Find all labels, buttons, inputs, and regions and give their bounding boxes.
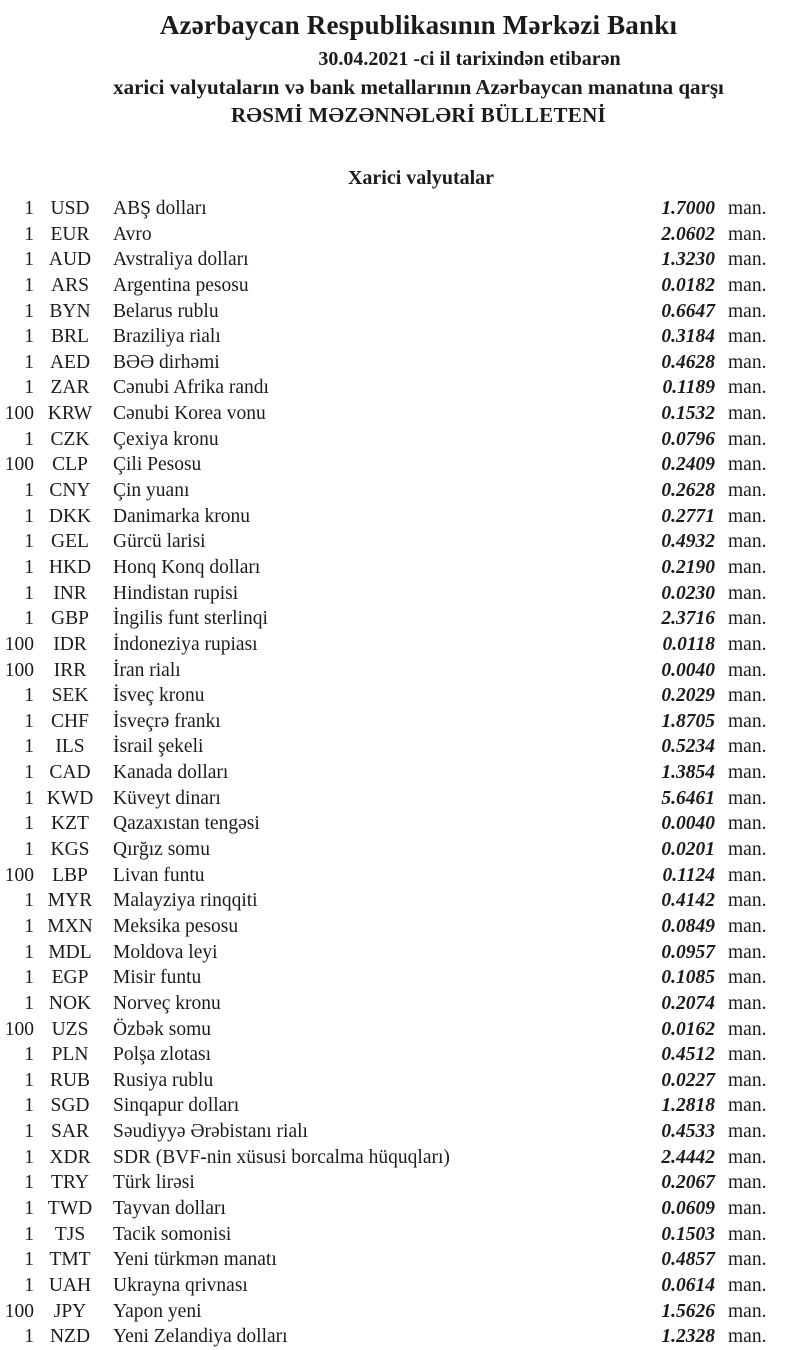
currency-unit: man. [728, 633, 767, 655]
currency-row-ars [0, 273, 800, 299]
currency-unit: man. [728, 941, 767, 963]
currency-unit: man. [728, 1197, 767, 1219]
currency-rate: 0.6647 [661, 300, 715, 322]
currency-code: AUD [48, 249, 92, 271]
currency-row-gel [0, 529, 800, 555]
currency-quantity: 1 [24, 326, 34, 348]
currency-name: Polşa zlotası [113, 1044, 212, 1066]
currency-rate: 0.2074 [661, 992, 715, 1014]
currency-row-aud [0, 247, 800, 273]
currency-unit: man. [728, 813, 767, 835]
currency-quantity: 1 [24, 274, 34, 296]
currency-quantity: 1 [24, 1069, 34, 1091]
currency-name: Yeni türkmən manatı [113, 1249, 277, 1271]
currency-code: UZS [51, 1018, 89, 1040]
currency-rate: 0.4533 [661, 1121, 715, 1143]
currency-rate: 0.2771 [661, 505, 715, 527]
currency-name: Avro [113, 223, 152, 245]
currency-unit: man. [728, 659, 767, 681]
currency-code: XDR [49, 1146, 91, 1168]
currency-code: BRL [51, 326, 89, 348]
currency-row-mxn [0, 914, 800, 940]
currency-name: Ukrayna qrivnası [113, 1274, 248, 1296]
currency-rate: 2.4442 [661, 1146, 715, 1168]
currency-unit: man. [728, 300, 767, 322]
currency-code: MXN [47, 915, 93, 937]
currency-row-nzd [0, 1324, 800, 1350]
currency-rate: 0.2409 [661, 454, 715, 476]
currency-row-czk [0, 427, 800, 453]
currency-unit: man. [728, 685, 767, 707]
currency-code: EUR [50, 223, 90, 245]
currency-quantity: 1 [24, 1121, 34, 1143]
currency-code: BYN [49, 300, 91, 322]
currency-name: Braziliya rialı [113, 326, 221, 348]
currency-unit: man. [728, 403, 767, 425]
currency-quantity: 1 [24, 736, 34, 758]
currency-quantity: 1 [24, 1146, 34, 1168]
currency-name: İran rialı [113, 659, 181, 681]
currency-code: CAD [49, 762, 91, 784]
currency-unit: man. [728, 1018, 767, 1040]
currency-code: KRW [47, 403, 93, 425]
currency-quantity: 1 [24, 351, 34, 373]
section-title-foreign-currencies: Xarici valyutalar [347, 167, 495, 189]
currency-quantity: 1 [24, 1326, 34, 1348]
currency-code: ILS [55, 736, 85, 758]
currency-row-inr [0, 581, 800, 607]
currency-quantity: 1 [24, 915, 34, 937]
currency-name: Cənubi Korea vonu [113, 403, 266, 425]
currency-code: SAR [51, 1121, 89, 1143]
currency-row-eur [0, 222, 800, 248]
currency-name: İngilis funt sterlinqi [113, 608, 268, 630]
currency-quantity: 1 [24, 941, 34, 963]
currency-code: ARS [51, 274, 89, 296]
currency-quantity: 100 [4, 403, 34, 425]
currency-name: ABŞ dolları [113, 198, 207, 219]
currency-unit: man. [728, 249, 767, 271]
currency-quantity: 100 [4, 1018, 34, 1040]
currency-quantity: 1 [24, 1274, 34, 1296]
currency-quantity: 1 [24, 582, 34, 604]
currency-rate: 0.0227 [661, 1069, 715, 1091]
currency-row-lbp [0, 863, 800, 889]
currency-quantity: 1 [24, 300, 34, 322]
currency-unit: man. [728, 915, 767, 937]
currency-name: Meksika pesosu [113, 915, 239, 937]
currency-row-hkd [0, 555, 800, 581]
currency-rate: 1.2818 [661, 1095, 715, 1117]
currency-rate: 0.0957 [661, 941, 715, 963]
currency-code: PLN [51, 1044, 89, 1066]
currency-code: NOK [48, 992, 92, 1014]
currency-unit: man. [728, 1274, 767, 1296]
currency-rates-table [0, 196, 800, 1350]
currency-quantity: 1 [24, 428, 34, 450]
bulletin-title: RƏSMİ MƏZƏNNƏLƏRİ BÜLLETENİ [230, 103, 607, 127]
currency-rate: 0.1532 [661, 403, 715, 425]
currency-code: SEK [51, 685, 89, 707]
currency-name: Tayvan dolları [113, 1197, 226, 1219]
currency-row-krw [0, 401, 800, 427]
currency-unit: man. [728, 198, 767, 219]
currency-unit: man. [728, 351, 767, 373]
currency-rate: 1.3230 [661, 249, 715, 271]
currency-unit: man. [728, 1249, 767, 1271]
currency-quantity: 1 [24, 377, 34, 399]
currency-row-zar [0, 375, 800, 401]
currency-quantity: 1 [24, 992, 34, 1014]
currency-row-byn [0, 299, 800, 325]
currency-unit: man. [728, 1223, 767, 1245]
currency-name: Misir funtu [113, 967, 202, 989]
currency-row-egp [0, 965, 800, 991]
currency-unit: man. [728, 223, 767, 245]
currency-row-xdr [0, 1145, 800, 1171]
currency-row-sgd [0, 1093, 800, 1119]
currency-row-irr [0, 658, 800, 684]
currency-name: Cənubi Afrika randı [113, 377, 269, 399]
currency-name: Kanada dolları [113, 762, 229, 784]
currency-code: HKD [48, 556, 92, 578]
currency-rate: 0.0040 [661, 659, 715, 681]
currency-rate: 0.0162 [661, 1018, 715, 1040]
currency-code: RUB [49, 1069, 91, 1091]
currency-code: TMT [49, 1249, 91, 1271]
currency-name: Livan funtu [113, 864, 205, 886]
currency-rate: 0.4628 [661, 351, 715, 373]
currency-quantity: 1 [24, 1095, 34, 1117]
currency-row-tmt [0, 1247, 800, 1273]
currency-quantity: 1 [24, 890, 34, 912]
currency-unit: man. [728, 377, 767, 399]
currency-name: İndoneziya rupiası [113, 633, 258, 655]
currency-quantity: 1 [24, 1172, 34, 1194]
currency-quantity: 1 [24, 198, 34, 219]
currency-name: Küveyt dinarı [113, 787, 221, 809]
currency-row-nok [0, 991, 800, 1017]
currency-code: ZAR [50, 377, 90, 399]
currency-unit: man. [728, 1300, 767, 1322]
currency-rate: 0.2029 [661, 685, 715, 707]
currency-quantity: 1 [24, 685, 34, 707]
currency-row-cad [0, 760, 800, 786]
currency-code: TJS [54, 1223, 86, 1245]
currency-code: TRY [51, 1172, 89, 1194]
currency-unit: man. [728, 762, 767, 784]
currency-name: Rusiya rublu [113, 1069, 214, 1091]
currency-rate: 1.2328 [661, 1326, 715, 1348]
currency-code: UAH [48, 1274, 92, 1296]
currency-rate: 0.1085 [661, 967, 715, 989]
currency-code: MYR [47, 890, 93, 912]
currency-row-mdl [0, 940, 800, 966]
currency-quantity: 1 [24, 249, 34, 271]
currency-rate: 0.0182 [661, 274, 715, 296]
currency-row-tjs [0, 1222, 800, 1248]
currency-name: Norveç kronu [113, 992, 221, 1014]
subject-line: xarici valyutaların və bank metallarının Azərbaycan manatına qarşı [113, 75, 724, 99]
currency-code: CHF [51, 710, 89, 732]
currency-rate: 0.4512 [661, 1044, 715, 1066]
currency-code: MDL [48, 941, 92, 963]
currency-unit: man. [728, 582, 767, 604]
currency-quantity: 100 [4, 864, 34, 886]
currency-row-cny [0, 478, 800, 504]
currency-rate: 0.2067 [661, 1172, 715, 1194]
currency-name: Özbək somu [113, 1018, 212, 1040]
currency-name: Yapon yeni [113, 1300, 202, 1322]
effective-date-line: 30.04.2021 -ci il tarixindən etibarən [318, 48, 621, 70]
currency-quantity: 100 [4, 633, 34, 655]
currency-rate: 0.0796 [661, 428, 715, 450]
currency-row-try [0, 1170, 800, 1196]
currency-quantity: 1 [24, 1223, 34, 1245]
currency-quantity: 1 [24, 505, 34, 527]
currency-row-dkk [0, 504, 800, 530]
currency-code: AED [49, 351, 91, 373]
currency-code: INR [53, 582, 87, 604]
currency-row-gbp [0, 606, 800, 632]
currency-code: SGD [50, 1095, 90, 1117]
currency-rate: 0.0040 [661, 813, 715, 835]
currency-name: Gürcü larisi [113, 531, 206, 553]
currency-code: USD [50, 198, 90, 219]
currency-rate: 0.2190 [661, 556, 715, 578]
currency-row-twd [0, 1196, 800, 1222]
currency-rate: 0.1503 [661, 1223, 715, 1245]
currency-name: Belarus rublu [113, 300, 219, 322]
currency-code: IRR [53, 659, 87, 681]
currency-quantity: 1 [24, 608, 34, 630]
currency-code: KGS [50, 839, 90, 861]
currency-rate: 0.1124 [662, 864, 715, 886]
currency-row-idr [0, 632, 800, 658]
currency-code: CZK [50, 428, 90, 450]
currency-quantity: 1 [24, 967, 34, 989]
currency-unit: man. [728, 531, 767, 553]
currency-rate: 1.8705 [661, 710, 715, 732]
currency-name: Malayziya rinqqiti [113, 890, 258, 912]
currency-rate: 2.3716 [661, 608, 715, 630]
currency-rate: 0.0230 [661, 582, 715, 604]
currency-rate: 0.0201 [661, 839, 715, 861]
currency-unit: man. [728, 787, 767, 809]
currency-row-sek [0, 683, 800, 709]
currency-unit: man. [728, 1121, 767, 1143]
currency-code: TWD [47, 1197, 93, 1219]
currency-unit: man. [728, 736, 767, 758]
currency-rate: 1.5626 [661, 1300, 715, 1322]
currency-name: Çili Pesosu [113, 454, 202, 476]
currency-code: NZD [49, 1326, 91, 1348]
currency-row-uzs [0, 1017, 800, 1043]
currency-name: İsveç kronu [113, 685, 205, 707]
currency-quantity: 100 [4, 1300, 34, 1322]
currency-row-chf [0, 709, 800, 735]
currency-name: Tacik somonisi [113, 1223, 232, 1245]
currency-rate: 1.3854 [661, 762, 715, 784]
currency-quantity: 1 [24, 480, 34, 502]
currency-unit: man. [728, 608, 767, 630]
currency-code: DKK [48, 505, 92, 527]
currency-unit: man. [728, 454, 767, 476]
currency-name: Avstraliya dolları [113, 249, 249, 271]
currency-quantity: 1 [24, 1249, 34, 1271]
currency-unit: man. [728, 326, 767, 348]
currency-quantity: 1 [24, 223, 34, 245]
currency-rate: 0.0118 [662, 633, 715, 655]
currency-name: Qırğız somu [113, 839, 210, 861]
currency-name: Çin yuanı [113, 480, 190, 502]
currency-quantity: 100 [4, 659, 34, 681]
bank-title: Azərbaycan Respublikasının Mərkəzi Bankı [159, 10, 678, 40]
currency-row-aed [0, 350, 800, 376]
currency-row-pln [0, 1042, 800, 1068]
currency-unit: man. [728, 710, 767, 732]
currency-quantity: 1 [24, 839, 34, 861]
currency-row-kgs [0, 837, 800, 863]
currency-code: IDR [53, 633, 87, 655]
currency-rate: 0.2628 [661, 480, 715, 502]
currency-unit: man. [728, 1326, 767, 1348]
currency-unit: man. [728, 839, 767, 861]
currency-name: Türk lirəsi [113, 1172, 195, 1194]
currency-name: Çexiya kronu [113, 428, 219, 450]
currency-unit: man. [728, 864, 767, 886]
currency-row-uah [0, 1273, 800, 1299]
currency-unit: man. [728, 505, 767, 527]
currency-unit: man. [728, 274, 767, 296]
currency-rate: 0.4932 [661, 531, 715, 553]
currency-code: EGP [51, 967, 89, 989]
currency-unit: man. [728, 1069, 767, 1091]
currency-quantity: 1 [24, 1044, 34, 1066]
currency-name: İsrail şekeli [113, 736, 204, 758]
currency-code: GEL [51, 531, 89, 553]
currency-unit: man. [728, 1095, 767, 1117]
currency-code: CNY [49, 480, 91, 502]
currency-unit: man. [728, 1044, 767, 1066]
currency-name: Argentina pesosu [113, 274, 249, 296]
currency-code: LBP [52, 864, 88, 886]
currency-name: SDR (BVF-nin xüsusi borcalma hüquqları) [113, 1146, 450, 1168]
currency-row-kzt [0, 811, 800, 837]
currency-row-myr [0, 888, 800, 914]
currency-code: CLP [52, 454, 88, 476]
currency-row-kwd [0, 786, 800, 812]
currency-quantity: 1 [24, 813, 34, 835]
currency-code: JPY [53, 1300, 87, 1322]
currency-name: Hindistan rupisi [113, 582, 239, 604]
currency-code: GBP [51, 608, 89, 630]
currency-unit: man. [728, 992, 767, 1014]
currency-rate: 0.5234 [661, 736, 715, 758]
currency-unit: man. [728, 556, 767, 578]
currency-name: Sinqapur dolları [113, 1095, 240, 1117]
currency-name: Yeni Zelandiya dolları [113, 1326, 288, 1348]
currency-rate: 0.3184 [661, 326, 715, 348]
currency-name: Honq Konq dolları [113, 556, 261, 578]
currency-unit: man. [728, 1172, 767, 1194]
currency-rate: 5.6461 [661, 787, 715, 809]
currency-quantity: 1 [24, 556, 34, 578]
currency-row-ils [0, 734, 800, 760]
currency-rate: 0.0614 [661, 1274, 715, 1296]
currency-name: Danimarka kronu [113, 505, 250, 527]
currency-row-usd [0, 196, 800, 222]
currency-quantity: 1 [24, 710, 34, 732]
currency-unit: man. [728, 890, 767, 912]
currency-name: BƏƏ dirhəmi [113, 351, 220, 373]
currency-quantity: 100 [4, 454, 34, 476]
currency-rate: 0.4142 [661, 890, 715, 912]
currency-rate: 0.4857 [661, 1249, 715, 1271]
currency-quantity: 1 [24, 1197, 34, 1219]
currency-name: Moldova leyi [113, 941, 218, 963]
currency-row-sar [0, 1119, 800, 1145]
currency-unit: man. [728, 967, 767, 989]
currency-row-rub [0, 1068, 800, 1094]
currency-rate: 1.7000 [661, 198, 715, 219]
currency-rate: 0.0609 [661, 1197, 715, 1219]
currency-row-brl [0, 324, 800, 350]
currency-unit: man. [728, 480, 767, 502]
currency-quantity: 1 [24, 762, 34, 784]
document-header [0, 0, 800, 129]
currency-rate: 0.1189 [662, 377, 715, 399]
currency-name: Qazaxıstan tengəsi [113, 813, 260, 835]
currency-row-clp [0, 452, 800, 478]
currency-name: İsveçrə frankı [113, 710, 221, 732]
currency-quantity: 1 [24, 787, 34, 809]
currency-row-jpy [0, 1299, 800, 1325]
currency-quantity: 1 [24, 531, 34, 553]
currency-code: KZT [51, 813, 89, 835]
currency-rate: 0.0849 [661, 915, 715, 937]
currency-unit: man. [728, 428, 767, 450]
currency-code: KWD [46, 787, 94, 809]
currency-name: Səudiyyə Ərəbistanı rialı [113, 1121, 308, 1143]
currency-rate: 2.0602 [661, 223, 715, 245]
currency-unit: man. [728, 1146, 767, 1168]
